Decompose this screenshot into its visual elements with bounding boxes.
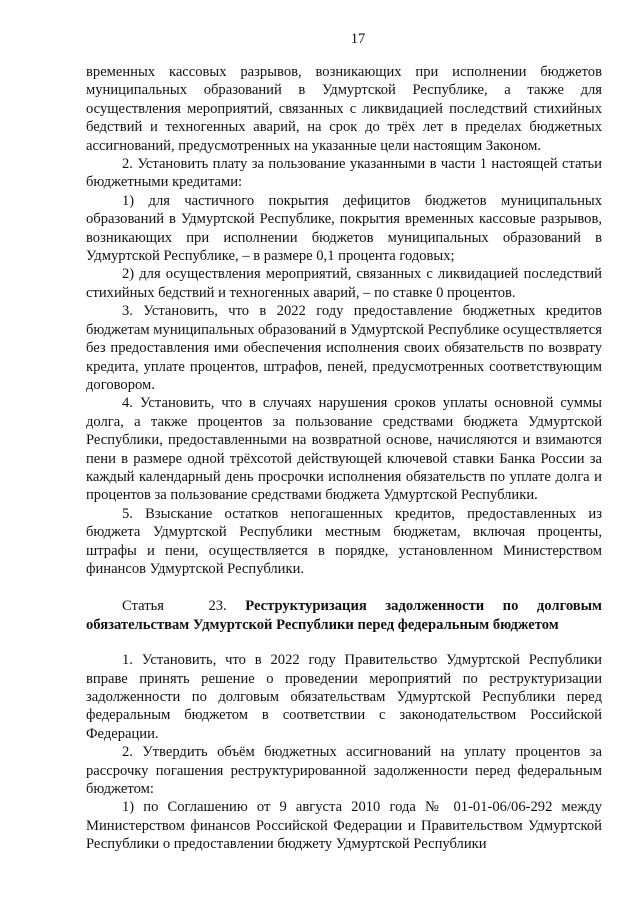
body-text-before	[86, 63, 602, 578]
article-title: Реструктуризация задолженности по долговым обязательствам Удмуртской Республики перед федеральным бюджетом	[86, 598, 602, 633]
article-23-part-1: 1. Установить, что в 2022 году Правительство Удмуртской Республики вправе принять решение о проведении мероприятий по реструктуризации задолженности по долговым обязательствам Удмуртской Республики перед федеральным бюджетом в соответствии с законодательством Российской Федерации.	[86, 652, 602, 742]
paragraph-part-2: 2. Установить плату за пользование указанными в части 1 настоящей статьи бюджетными кредитами:	[86, 156, 602, 191]
paragraph-item-1: 1) для частичного покрытия дефицитов бюджетов муниципальных образований в Удмуртской Республике, покрытия временных кассовые разрывов, возникающих при исполнении бюджетов муниципальных образований в Удмуртской Республике, – в размере 0,1 процента годовых;	[86, 192, 602, 265]
paragraph-part-4: 4. Установить, что в случаях нарушения сроков уплаты основной суммы долга, а также процентов за пользование средствами бюджета Удмуртской Республики, предоставленными на возвратной основе, начисляются и взимаются пени в размере одной трёхсотой действующей ключевой ставки Банка России за каждый календарный день просрочки исполнения обязательств по уплате долга и процентов за пользование средствами бюджета Удмуртской Республики.	[86, 395, 602, 504]
article-label: Статья 23.	[122, 598, 227, 615]
article-23-part-2: 2. Утвердить объём бюджетных ассигнований на уплату процентов за рассрочку погашения реструктурированной задолженности перед федеральным бюджетом:	[86, 744, 602, 798]
page-number: 17	[350, 31, 366, 47]
paragraph-continuation: временных кассовых разрывов, возникающих при исполнении бюджетов муниципальных образований в Удмуртской Республике, а также для осуществления мероприятий, связанных с ликвидацией последствий стихийных бедствий и техногенных аварий, на срок до трёх лет в пределах бюджетных ассигнований, предусмотренных на указанные цели настоящим Законом.	[86, 64, 602, 154]
paragraph-part-3: 3. Установить, что в 2022 году предоставление бюджетных кредитов бюджетам муниципальных образований в Удмуртской Республике осуществляется без предоставления ими обеспечения исполнения своих обязательств по возврату кредита, уплате процентов, штрафов, пеней, предусмотренных соответствующим договором.	[86, 303, 602, 393]
paragraph-item-2: 2) для осуществления мероприятий, связанных с ликвидацией последствий стихийных бедствий и техногенных аварий, – по ставке 0 процентов.	[86, 266, 602, 301]
body-text-after	[86, 651, 602, 853]
article-23-item-1: 1) по Соглашению от 9 августа 2010 года № 01-01-06/06-292 между Министерством финансов Российской Федерации и Правительством Удмуртской Республики о предоставлении бюджету Удмуртской Республики	[86, 799, 602, 853]
paragraph-part-5: 5. Взыскание остатков непогашенных кредитов, предоставленных из бюджета Удмуртской Республики местным бюджетам, включая проценты, штрафы и пени, осуществляется в порядке, установленном Министерством финансов Удмуртской Республики.	[86, 505, 602, 577]
article-heading	[86, 597, 602, 634]
